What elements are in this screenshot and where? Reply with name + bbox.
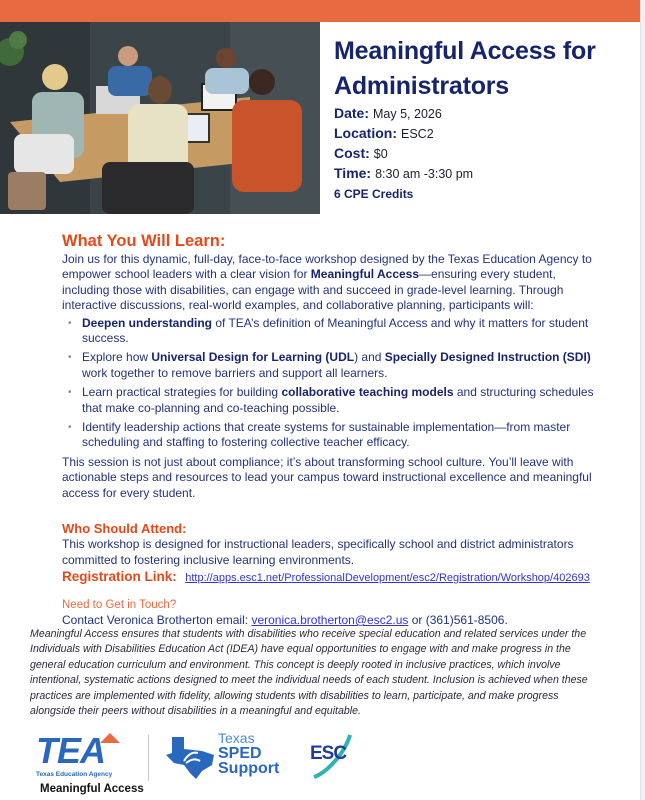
time-label: Time: (334, 165, 372, 181)
bullet-text: Learn practical strategies for building (82, 385, 282, 400)
esc-logo (306, 733, 356, 781)
time-row (334, 164, 634, 184)
date-value: May 5, 2026 (373, 107, 442, 121)
bullet-text: of TEA’s definition of Meaningful Access and why it matters for student success. (82, 315, 589, 346)
sped-logo-texas: Texas (218, 730, 255, 746)
learn-bullet (62, 420, 602, 451)
cost-value: $0 (373, 147, 388, 161)
learn-bullet (62, 385, 602, 416)
event-title-line-1: Meaningful Access for (334, 37, 596, 65)
learn-heading: What You Will Learn: (62, 232, 226, 250)
date-row (334, 104, 634, 124)
learn-intro-text-2: —ensuring every student, including those with disabilities, can engage with and succeed in grade-level learning. Through interactive discussions, real-world examples, and collaborative planning, participants will: (62, 267, 564, 313)
attend-text: This workshop is designed for instructional leaders, specifically school and district administrators committed to fostering inclusive learning environments. (62, 537, 574, 567)
learn-intro (62, 252, 602, 314)
bullet-dot-icon: • (68, 317, 72, 329)
registration-row (62, 568, 590, 586)
bullet-text: Explore how (82, 350, 152, 365)
location-value: ESC2 (401, 127, 434, 141)
top-banner (0, 0, 640, 22)
contact-prefix: Contact Veronica Brotherton email: (62, 613, 252, 627)
texas-sped-support-logo (162, 730, 302, 781)
bullet-text: work together to remove barriers and support all learners. (82, 365, 388, 380)
learn-intro-bold: Meaningful Access (310, 267, 420, 282)
esc-logo-letters: ESC (310, 743, 347, 764)
tea-logo (34, 730, 134, 781)
hero-photo (0, 22, 320, 214)
location-label: Location: (334, 125, 397, 141)
bullet-bold: Deepen understanding (82, 315, 213, 330)
meaningful-access-definition: Meaningful Access ensures that students with disabilities who receive special education and related services under the Individuals with Disabilities Education Act (IDEA) have equal opportunities to engage with and make progress in the general education curriculum and environment. This concept is deeply rooted in inclusive practices, which involve intentional, systematic actions designed to meet the individual needs of each student. Inclusion is achieved when these practices are implemented with fidelity, allowing students with disabilities to learn, participate, and make progress alongside their peers without disabilities in a meaningful and equitable. (30, 628, 588, 718)
bullet-bold: Specially Designed Instruction (SDI) (384, 350, 591, 365)
bullet-text: and structuring schedules that make co-planning and co-teaching possible. (82, 385, 594, 415)
learn-intro-text: Join us for this dynamic, full-day, face-to-face workshop designed by the Texas Education Agency to empower school leaders with a clear vision for (62, 252, 592, 282)
learn-bullet (62, 316, 602, 347)
learn-bullet (62, 350, 602, 381)
contact-email-link[interactable]: veronica.brotherton@esc2.us (251, 613, 409, 627)
registration-link[interactable]: http://apps.esc1.net/ProfessionalDevelopment/esc2/Registration/Workshop/402693 (185, 572, 590, 584)
bullet-bold: collaborative teaching models (281, 385, 454, 400)
bullet-text: Identify leadership actions that create systems for sustainable implementation—from master scheduling and staffing to fostering collective teacher efficacy. (82, 420, 571, 450)
event-title-line-2: Administrators (334, 72, 510, 100)
bullet-dot-icon: • (68, 422, 72, 434)
cost-row (334, 144, 634, 164)
contact-phone: or (361)561-8506. (408, 613, 508, 627)
bullet-dot-icon: • (68, 387, 72, 399)
location-row (334, 124, 634, 144)
contact-section (62, 598, 622, 628)
date-label: Date: (334, 105, 370, 121)
sped-logo-support: Support (218, 760, 280, 777)
cost-label: Cost: (334, 145, 370, 161)
page-edge (640, 0, 645, 800)
event-title (334, 34, 634, 104)
event-info (334, 34, 634, 204)
learn-closing: This session is not just about compliance; it’s about transforming school culture. You’ll leave with actionable steps and resources to lead your campus toward instructional excellence and meaningful access for every student. (62, 454, 592, 500)
bullet-text: ) and (354, 350, 385, 365)
learn-section (62, 230, 602, 568)
footer-label: Meaningful Access (40, 783, 144, 795)
tea-logo-letters: TEA (36, 730, 105, 771)
tea-logo-subtitle: Texas Education Agency (36, 771, 113, 778)
sped-logo-text (218, 731, 279, 776)
bullet-bold: Universal Design for Learning (UDL (151, 350, 355, 365)
meeting-photo-illustration (0, 22, 320, 214)
contact-line (62, 612, 622, 628)
bullet-dot-icon: • (68, 352, 72, 364)
texas-map-hand-icon (162, 735, 216, 779)
logo-strip (34, 730, 364, 783)
attend-heading: Who Should Attend: (62, 521, 187, 537)
contact-heading: Need to Get in Touch? (62, 599, 177, 611)
logo-divider (148, 735, 149, 781)
sped-logo-sped: SPED (218, 745, 262, 762)
time-value: 8:30 am -3:30 pm (375, 167, 474, 181)
learn-bullet-list (62, 316, 602, 451)
registration-label: Registration Link: (62, 569, 177, 584)
cpe-credits: 6 CPE Credits (334, 187, 414, 201)
